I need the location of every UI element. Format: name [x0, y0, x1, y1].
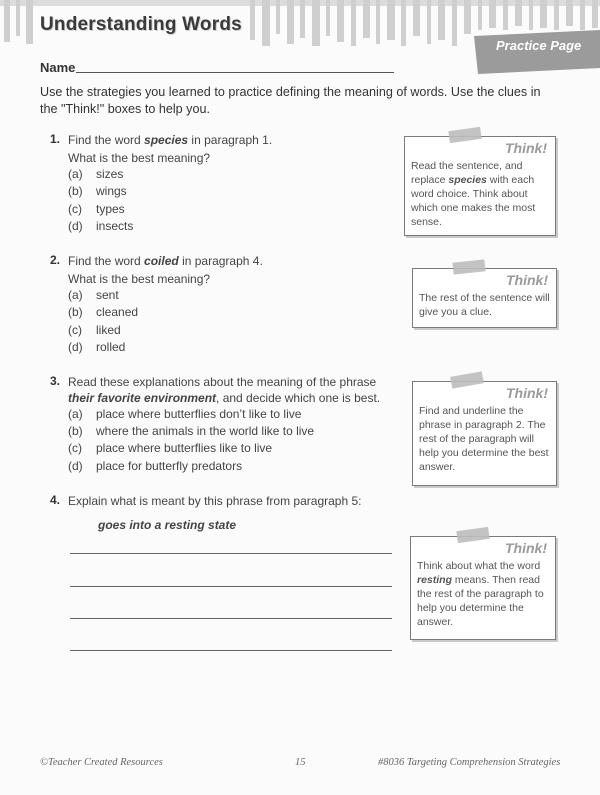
think-hint: Read the sentence, and replace species with each word choice. Think about which one makes the most sense. — [411, 160, 536, 228]
name-field-line[interactable] — [76, 72, 394, 73]
target-phrase: goes into a resting state — [98, 518, 237, 532]
tape-decoration — [452, 259, 485, 274]
answer-option[interactable]: (d) rolled — [68, 340, 126, 354]
answer-option[interactable]: (a) place where butterflies don’t like to live — [68, 407, 302, 421]
footer-page-number: 15 — [295, 757, 306, 768]
question-prompt: Find the word species in paragraph 1. What is the best meaning? — [68, 133, 273, 165]
tape-decoration — [448, 127, 481, 143]
think-heading: Think! — [506, 272, 548, 288]
think-hint: Find and underline the phrase in paragraph 2. The rest of the paragraph will help you determine the best answer. — [419, 405, 549, 473]
answer-option[interactable]: (c) types — [68, 202, 125, 216]
practice-page-label: Practice Page — [496, 38, 582, 53]
question-prompt: Find the word coiled in paragraph 4. What is the best meaning? — [68, 254, 263, 286]
think-box-3 — [412, 381, 557, 486]
question-prompt: Read these explanations about the meaning of the phrase their favorite environment, and decide which one is best. — [68, 375, 381, 405]
think-box-1 — [404, 136, 556, 236]
think-hint: The rest of the sentence will give you a clue. — [419, 292, 550, 318]
footer-copyright: ©Teacher Created Resources — [40, 757, 163, 768]
answer-option[interactable]: (c) place where butterflies like to live — [68, 441, 273, 455]
answer-option[interactable]: (c) liked — [68, 323, 121, 337]
answer-option[interactable]: (a) sizes — [68, 167, 124, 181]
answer-writing-line[interactable] — [70, 553, 392, 554]
question-1 — [50, 132, 390, 242]
target-word: coiled — [144, 254, 179, 268]
answer-option[interactable]: (a) sent — [68, 288, 119, 302]
answer-writing-line[interactable] — [70, 618, 392, 619]
answer-option[interactable]: (d) insects — [68, 219, 134, 233]
question-prompt: Explain what is meant by this phrase from paragraph 5: — [68, 494, 362, 508]
think-heading: Think! — [505, 140, 547, 156]
answer-option[interactable]: (b) cleaned — [68, 305, 139, 319]
think-heading: Think! — [505, 540, 547, 556]
target-word: species — [144, 133, 189, 147]
question-number: 1. — [50, 132, 61, 146]
target-phrase: their favorite environment — [68, 391, 217, 405]
question-number: 2. — [50, 253, 61, 267]
question-number: 3. — [50, 374, 61, 388]
answer-writing-line[interactable] — [70, 586, 392, 587]
page-title: Understanding Words — [40, 14, 246, 36]
answer-writing-line[interactable] — [70, 650, 392, 651]
question-4 — [50, 493, 395, 513]
question-number: 4. — [50, 493, 61, 507]
question-2 — [50, 253, 390, 363]
think-box-2 — [412, 268, 557, 328]
think-box-4 — [410, 536, 556, 640]
tape-decoration — [450, 371, 484, 388]
question-3 — [50, 374, 395, 484]
instructions: Use the strategies you learned to practice defining the meaning of words. Use the clues in the "Think!" boxes to help you. — [40, 85, 541, 116]
think-heading: Think! — [506, 385, 548, 401]
tape-decoration — [456, 527, 489, 543]
answer-option[interactable]: (b) wings — [68, 184, 127, 198]
footer-book-title: #8036 Targeting Comprehension Strategies — [378, 757, 561, 768]
name-label: Name — [40, 60, 76, 75]
answer-option[interactable]: (d) place for butterfly predators — [68, 459, 243, 473]
think-hint: Think about what the word resting means. Then read the rest of the paragraph to help you determine the answer. — [417, 560, 544, 628]
answer-option[interactable]: (b) where the animals in the world like to live — [68, 424, 315, 438]
